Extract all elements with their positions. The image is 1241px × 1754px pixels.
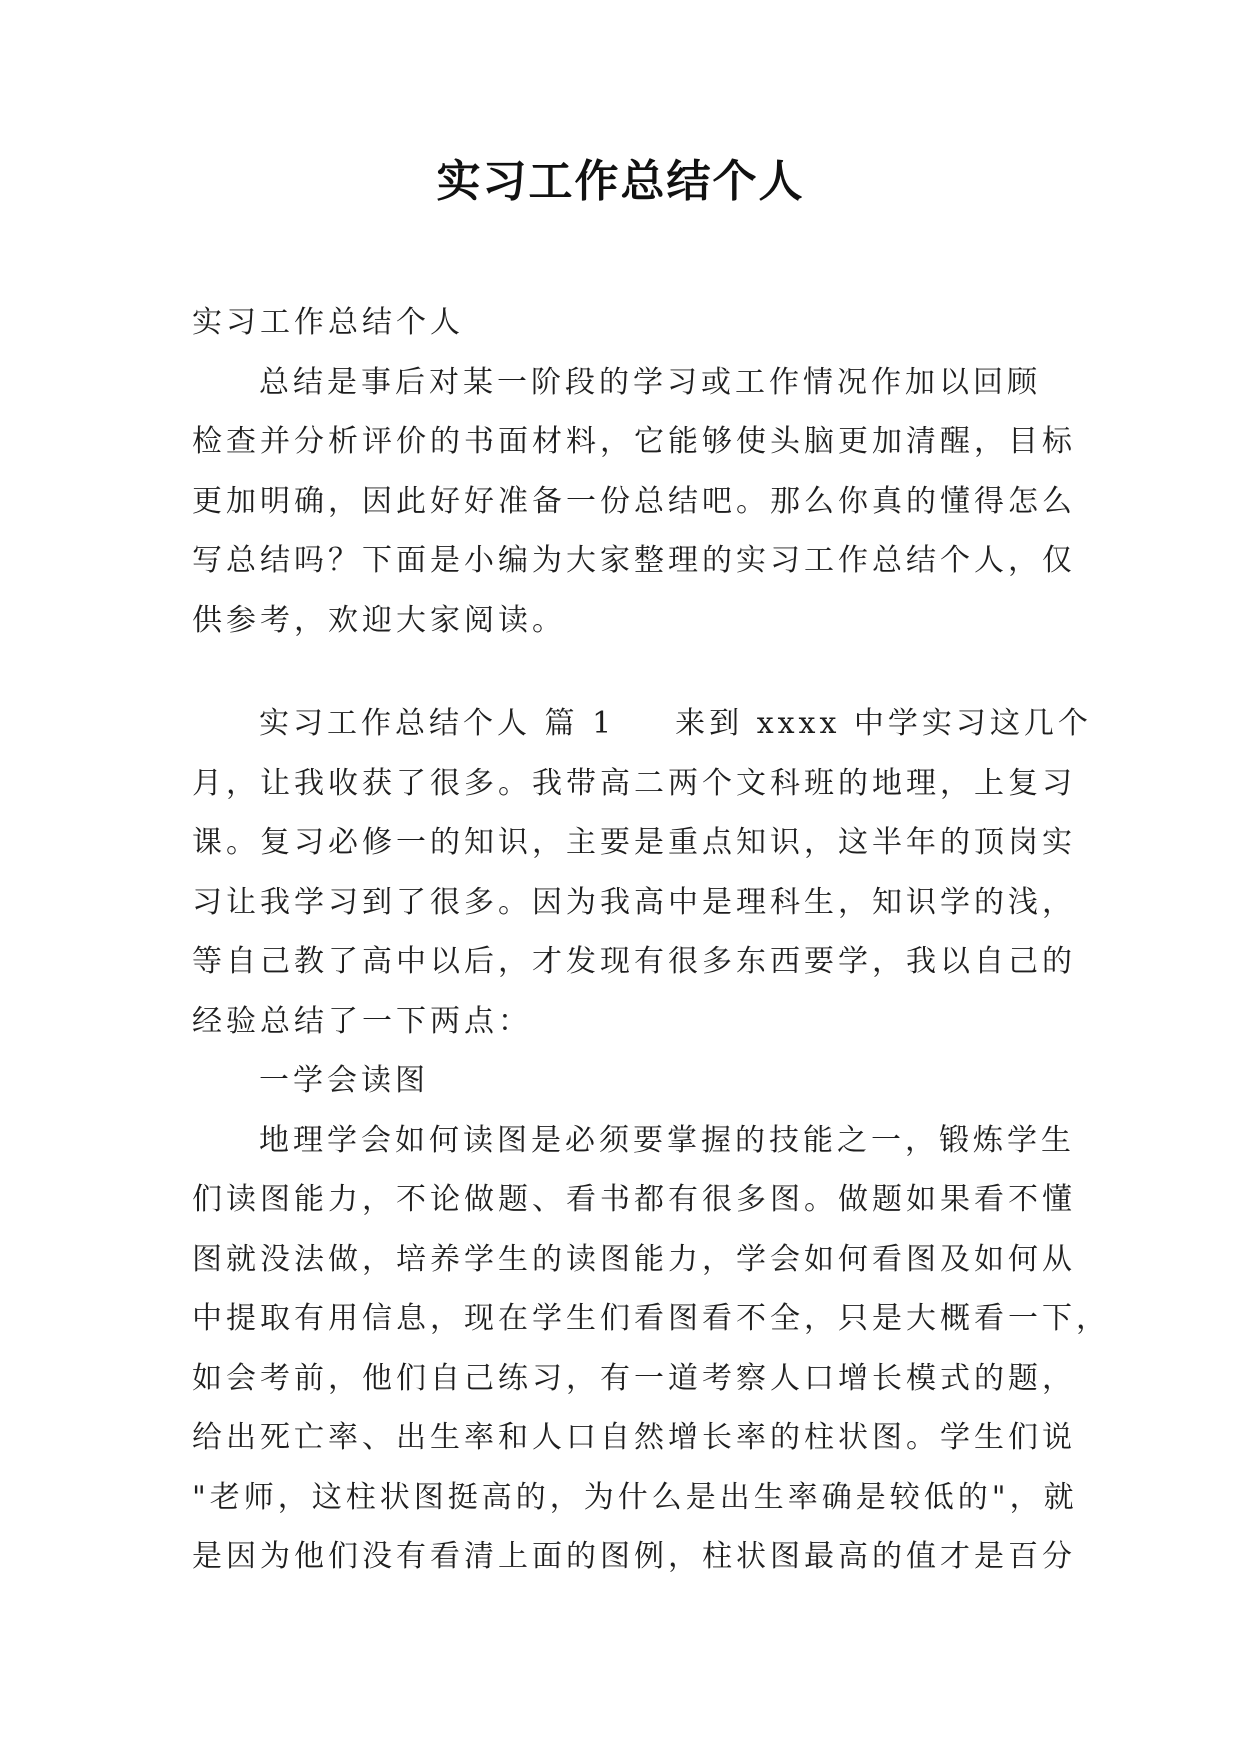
section-text: 来到 xxxx 中学实习这几个 [675,706,1092,741]
paragraph-line: 们读图能力，不论做题、看书都有很多图。做题如果看不懂 [192,1182,1076,1217]
paragraph-line: 月，让我收获了很多。我带高二两个文科班的地理，上复习 [192,765,1076,801]
paragraph-line: "老师，这柱状图挺高的，为什么是出生率确是较低的"，就 [192,1479,1078,1515]
paragraph-line: 等自己教了高中以后，才发现有很多东西要学，我以自己的 [192,944,1076,979]
paragraph-line: 是因为他们没有看清上面的图例，柱状图最高的值才是百分 [192,1539,1076,1574]
paragraph-line: 如会考前，他们自己练习，有一道考察人口增长模式的题， [192,1360,1076,1396]
paragraph-line: 供参考，欢迎大家阅读。 [192,602,566,638]
paragraph-line: 课。复习必修一的知识，主要是重点知识，这半年的顶岗实 [192,825,1076,860]
section-first-line [192,694,1092,754]
document-title: 实习工作总结个人 [436,156,805,207]
paragraph-line: 写总结吗？下面是小编为大家整理的实习工作总结个人，仅 [192,543,1076,578]
document-body [192,293,1110,1587]
subtitle: 实习工作总结个人 [192,305,464,340]
paragraph-line: 地理学会如何读图是必须要掌握的技能之一，锻炼学生 [259,1122,1075,1158]
paragraph-line: 检查并分析评价的书面材料，它能够使头脑更加清醒，目标 [192,424,1076,459]
paragraph-gap [192,650,1048,694]
point-heading: 一学会读图 [259,1063,429,1098]
paragraph-line: 总结是事后对某一阶段的学习或工作情况作加以回顾 [259,364,1041,400]
paragraph-line: 更加明确，因此好好准备一份总结吧。那么你真的懂得怎么 [192,483,1076,519]
section-heading: 实习工作总结个人 篇 1 [259,706,616,741]
paragraph-line: 习让我学习到了很多。因为我高中是理科生，知识学的浅， [192,884,1076,920]
paragraph-line: 经验总结了一下两点： [192,1003,532,1039]
paragraph-line: 图就没法做，培养学生的读图能力，学会如何看图及如何从 [192,1241,1076,1277]
paragraph-line: 中提取有用信息，现在学生们看图看不全，只是大概看一下， [192,1301,1110,1336]
paragraph-line: 给出死亡率、出生率和人口自然增长率的柱状图。学生们说 [192,1420,1076,1455]
